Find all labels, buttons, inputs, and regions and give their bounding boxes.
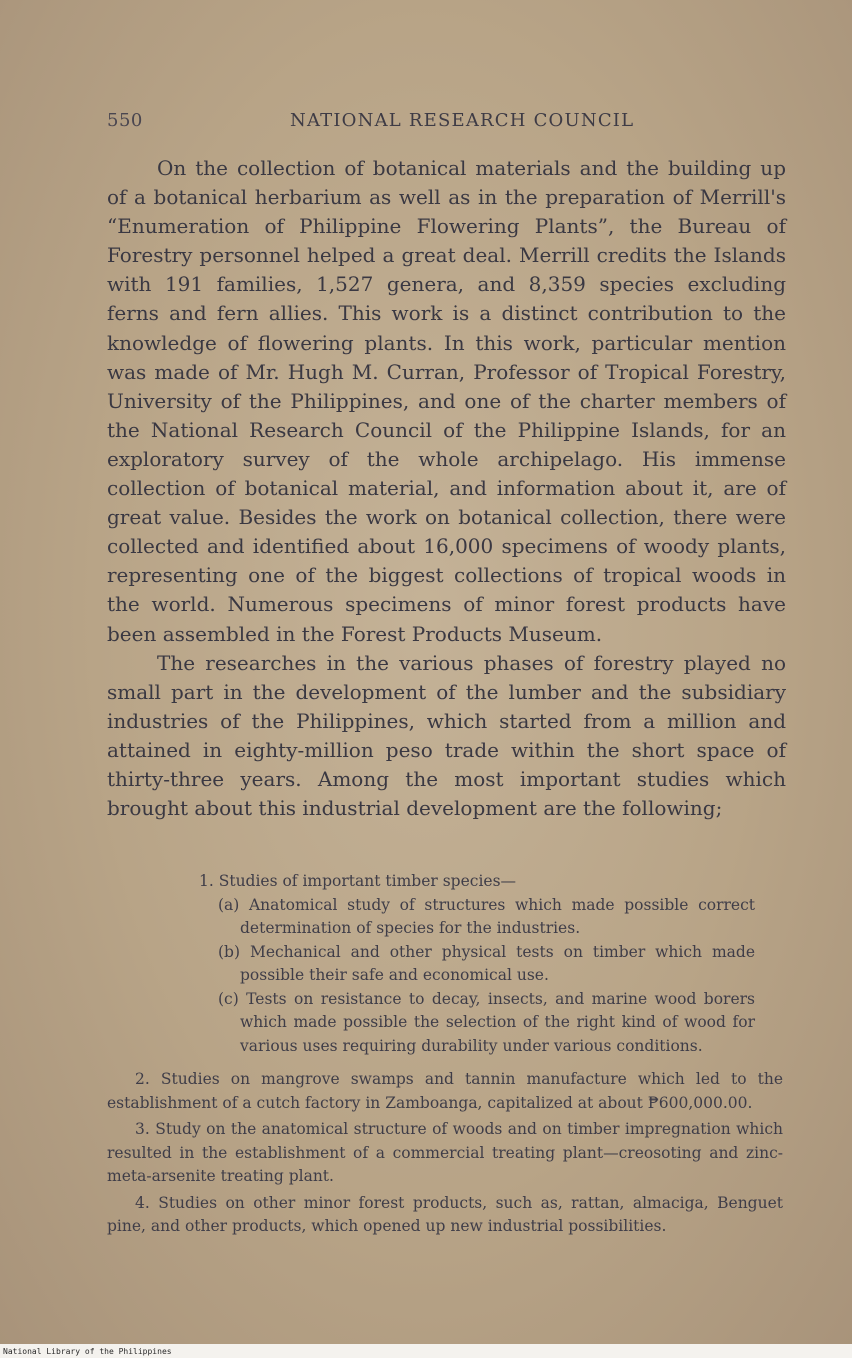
sub-item-mechanical: (b) Mechanical and other physical tests on timber which made possible their safe and economical use. [218, 942, 755, 984]
sub-list-timber-studies [107, 894, 783, 1059]
paragraph-botanical-collection: On the collection of botanical materials and the building up of a botanical herbarium as well as in the preparation of Merrill's “Enumeration of Philippine Flowering Plants”, the Bureau of Forestry personnel helped a great deal. Merrill credits the Islands with 191 families, 1,527 genera, and 8,359 species excluding ferns and fern allies. This work is a distinct contribution to the knowledge of flowering plants. In this work, particular mention was made of Mr. Hugh M. Curran, Professor of Tropical Forestry, University of the Philippines, and one of the charter members of the National Research Council of the Philippine Islands, for an exploratory survey of the whole archipelago. His immense collection of botanical material, and information about it, are of great value. Besides the work on botanical collection, there were collected and identified about 16,000 specimens of woody plants, representing one of the biggest collections of tropical woods in the world. Numerous specimens of minor forest products have been assembled in the Forest Products Museum. [107, 156, 786, 646]
list-item-mangrove: 2. Studies on mangrove swamps and tannin manufacture which led to the establishment of a cutch factory in Zamboanga, capitalized at about ₱600,000.00. [107, 1070, 783, 1112]
list-item-timber-species: 1. Studies of important timber species— [199, 872, 517, 890]
list-item-wood-structure: 3. Study on the anatomical structure of woods and on timber impregnation which resulted in the establishment of a commercial treating plant—creosoting and zinc-meta-arsenite treating plant. [107, 1120, 783, 1185]
paragraph-forestry-research: The researches in the various phases of forestry played no small part in the development of the lumber and the subsidiary industries of the Philippines, which started from a million and attained in eighty-million peso trade within the short space of thirty-three years. Among the most important studies which brought about this industrial development are the following; [107, 650, 786, 821]
page-header [0, 108, 852, 138]
library-credit: National Library of the Philippines [3, 1347, 172, 1356]
studies-list [107, 870, 783, 1239]
running-title: NATIONAL RESEARCH COUNCIL [290, 110, 635, 131]
body-text [107, 154, 786, 823]
page-number: 550 [107, 110, 143, 131]
sub-item-decay-tests: (c) Tests on resistance to decay, insects, and marine wood borers which made possible the selection of the right kind of wood for various uses requiring durability under various conditions. [218, 989, 755, 1055]
sub-item-anatomical: (a) Anatomical study of structures which made possible correct determination of species for the industries. [218, 895, 755, 937]
list-item-minor-products: 4. Studies on other minor forest products, such as, rattan, almaciga, Benguet pine, and other products, which opened up new industrial possibilities. [107, 1193, 783, 1235]
